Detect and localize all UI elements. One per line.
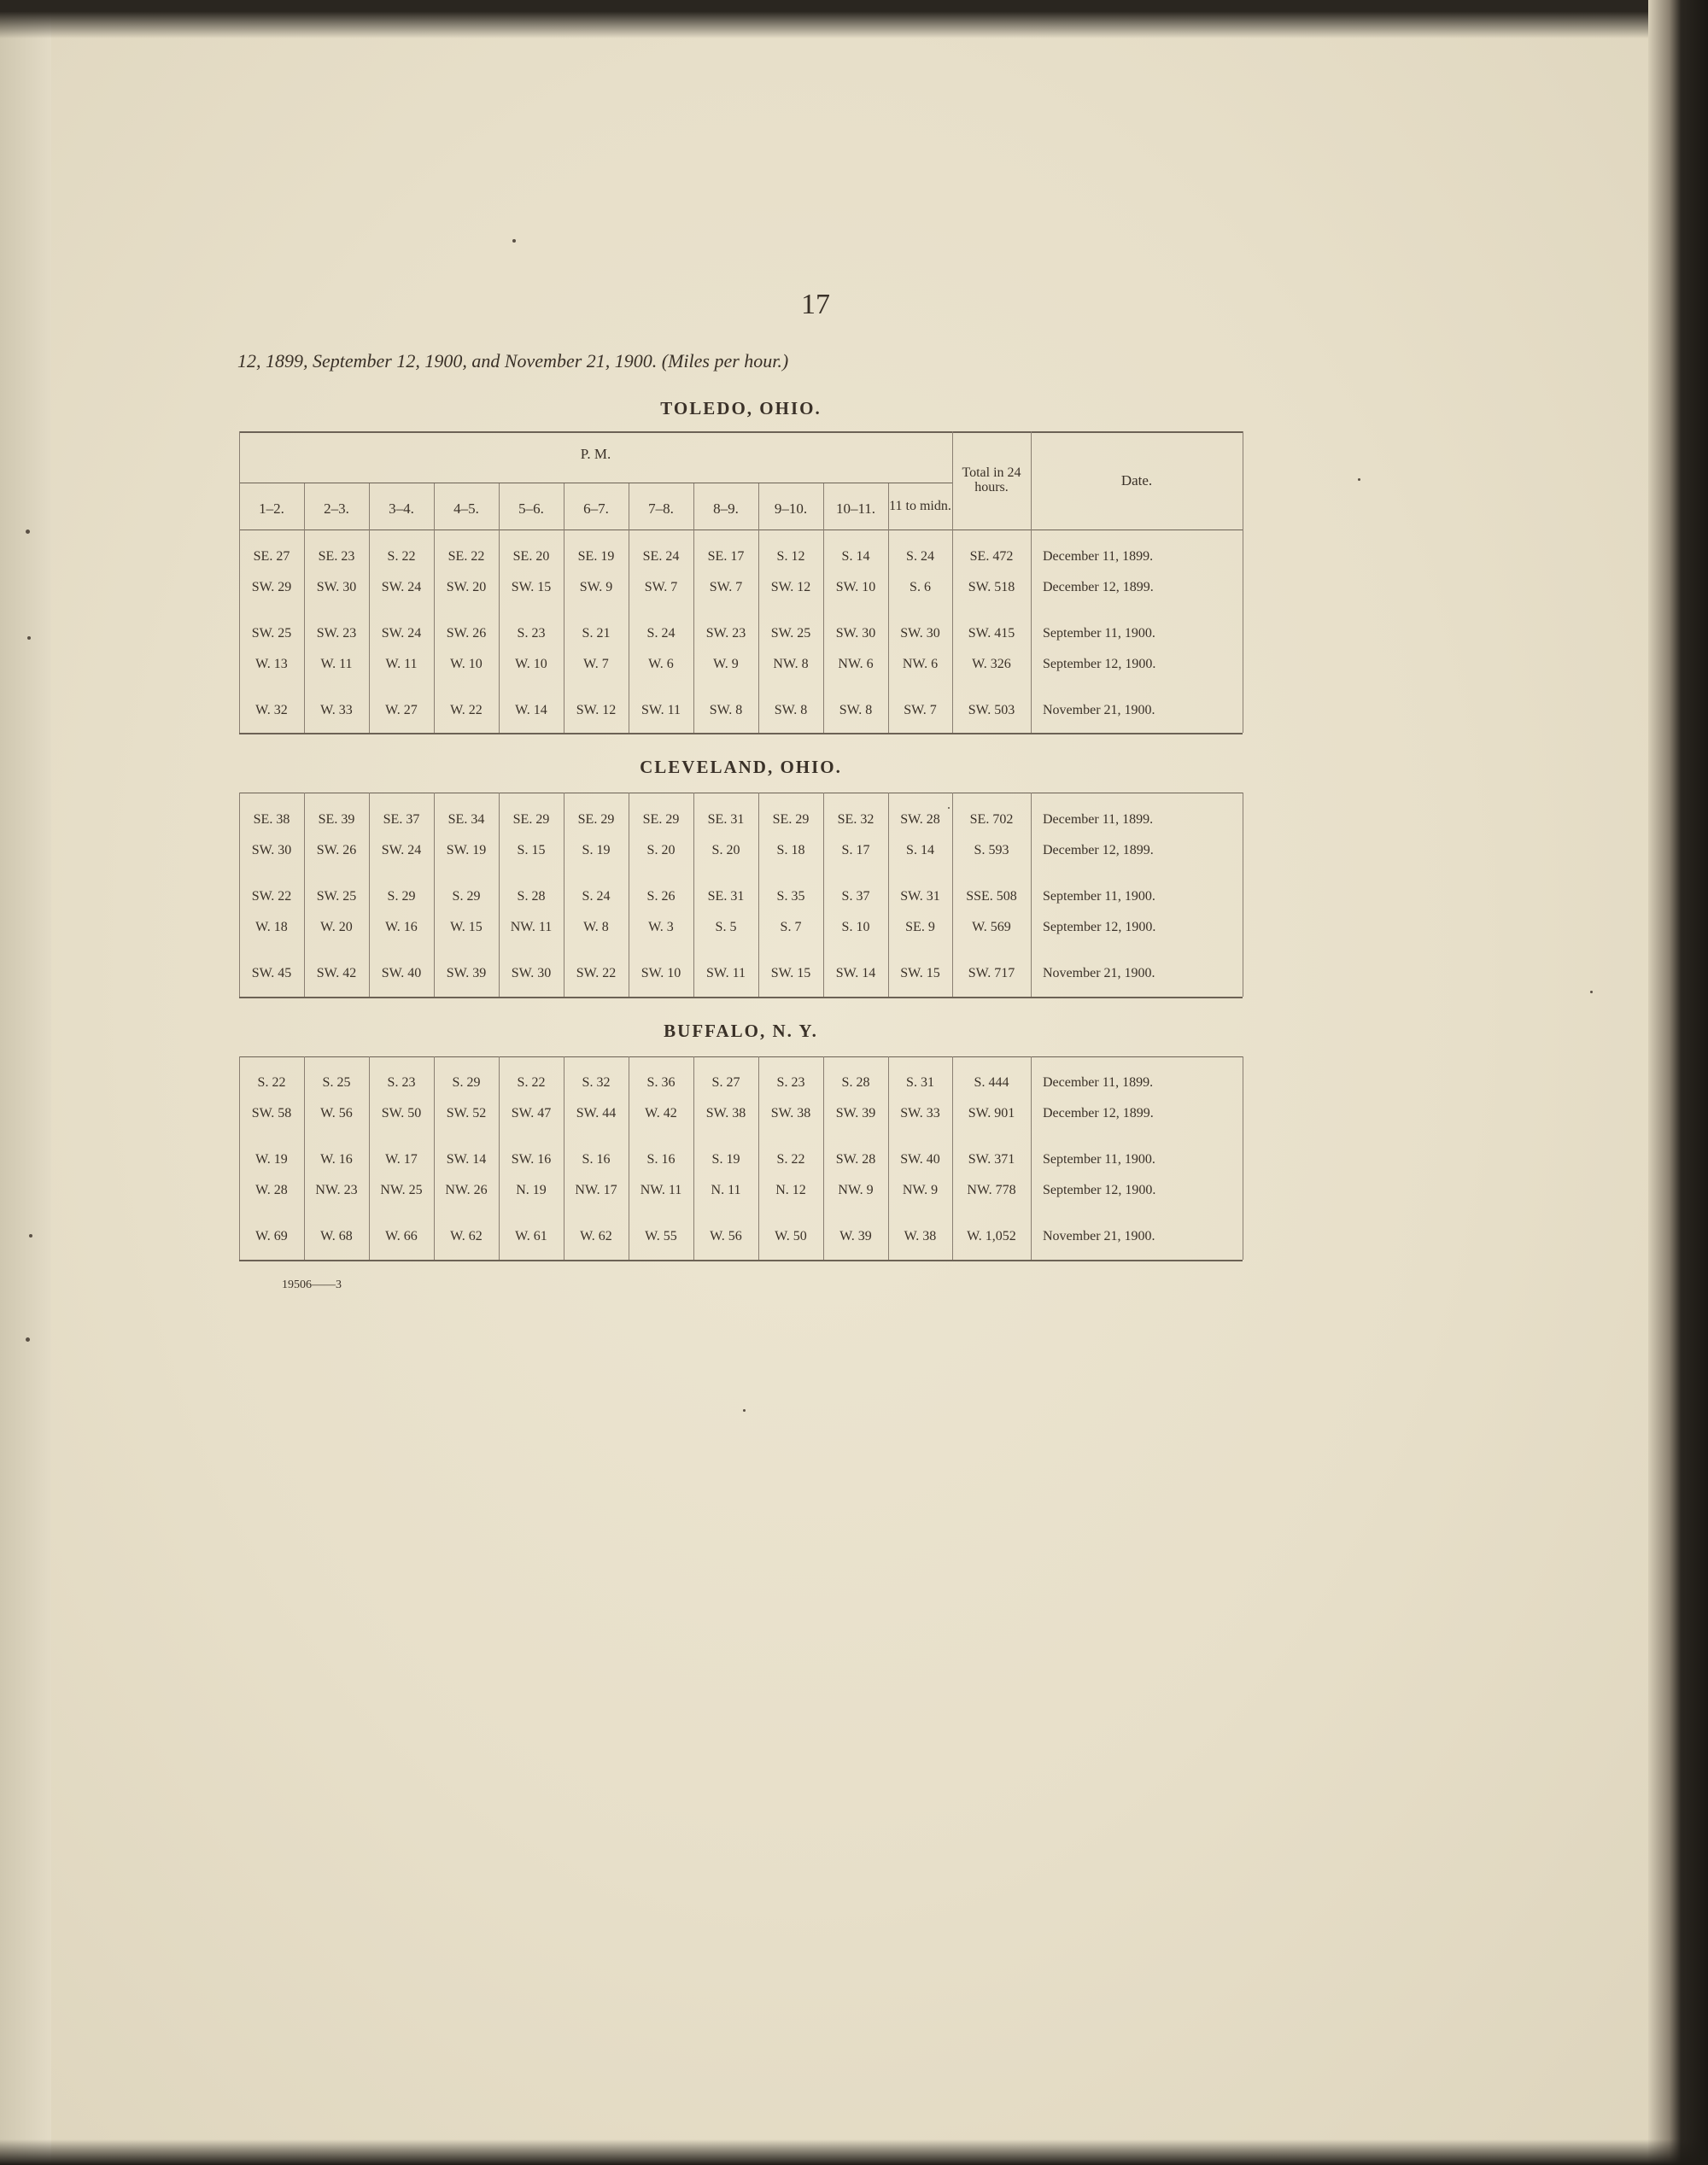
- table-cell: SW. 44: [576, 1106, 617, 1121]
- top-shadow: [0, 0, 1670, 38]
- date-cell: September 12, 1900.: [1043, 657, 1156, 671]
- bottom-edge: [0, 2139, 1708, 2165]
- table-cell: SW. 15: [511, 580, 552, 594]
- table-cell: S. 25: [322, 1075, 351, 1090]
- table-cell: SW. 31: [900, 889, 940, 904]
- paper-speck: [1590, 991, 1593, 993]
- table-cell: SW. 42: [316, 966, 357, 980]
- table-cell: SW. 9: [579, 580, 613, 594]
- table-cell: SE. 9: [905, 920, 935, 934]
- table-cell: S. 29: [387, 889, 416, 904]
- table-cell: W. 7: [583, 657, 609, 671]
- table-cell: S. 21: [582, 626, 611, 641]
- table-cell: SW. 22: [251, 889, 292, 904]
- table-cell: N. 19: [516, 1183, 547, 1197]
- table-cell: S. 24: [582, 889, 611, 904]
- date-cell: September 11, 1900.: [1043, 1152, 1155, 1167]
- total-cell: NW. 778: [967, 1183, 1016, 1197]
- table-cell: W. 33: [320, 703, 353, 717]
- table-cell: SW. 23: [316, 626, 357, 641]
- table-cell: NW. 23: [315, 1183, 358, 1197]
- table-cell: SW. 39: [446, 966, 487, 980]
- table-cell: S. 23: [387, 1075, 416, 1090]
- paper-speck: [743, 1409, 746, 1412]
- table-cell: SW. 45: [251, 966, 292, 980]
- table-cell: NW. 9: [838, 1183, 874, 1197]
- table-cell: W. 19: [255, 1152, 288, 1167]
- hour-column-header: 3–4.: [389, 500, 414, 517]
- paper-speck: [26, 1337, 30, 1342]
- table-cell: S. 22: [517, 1075, 546, 1090]
- section-bottom-rule: [239, 997, 1243, 998]
- hour-column-header: 1–2.: [259, 500, 284, 517]
- table-cell: W. 6: [648, 657, 674, 671]
- table-cell: SE. 23: [318, 549, 355, 564]
- table-cell: S. 22: [776, 1152, 805, 1167]
- column-divider: [888, 483, 889, 733]
- table-cell: S. 5: [715, 920, 737, 934]
- table-cell: W. 39: [839, 1229, 872, 1243]
- table-cell: SE. 27: [253, 549, 290, 564]
- table-cell: S. 19: [711, 1152, 740, 1167]
- footer-reference: 19506——3: [282, 1279, 342, 1291]
- column-divider: [823, 483, 824, 733]
- table-cell: SW. 14: [446, 1152, 487, 1167]
- paper-speck: [948, 807, 950, 809]
- table-cell: S. 27: [711, 1075, 740, 1090]
- table-cell: N. 11: [711, 1183, 741, 1197]
- total-cell: SW. 415: [968, 626, 1015, 641]
- table-cell: W. 15: [450, 920, 483, 934]
- table-cell: SW. 38: [770, 1106, 811, 1121]
- table-cell: S. 12: [776, 549, 805, 564]
- paper-speck: [27, 636, 31, 640]
- table-cell: SW. 12: [770, 580, 811, 594]
- total-cell: SW. 503: [968, 703, 1015, 717]
- table-cell: SW. 28: [835, 1152, 876, 1167]
- table-cell: S. 19: [582, 843, 611, 857]
- column-divider: [499, 483, 500, 733]
- table-cell: SE. 20: [512, 549, 550, 564]
- table-cell: S. 18: [776, 843, 805, 857]
- table-cell: SE. 38: [253, 812, 290, 827]
- table-cell: SW. 30: [251, 843, 292, 857]
- table-cell: W. 56: [710, 1229, 742, 1243]
- paper-speck: [512, 239, 516, 243]
- table-cell: SW. 30: [835, 626, 876, 641]
- table-cell: W. 55: [645, 1229, 677, 1243]
- table-cell: W. 62: [580, 1229, 612, 1243]
- table-cell: W. 11: [320, 657, 353, 671]
- table-cell: S. 14: [841, 549, 870, 564]
- page-number: 17: [801, 289, 830, 320]
- total-cell: SW. 717: [968, 966, 1015, 980]
- table-cell: SW. 47: [511, 1106, 552, 1121]
- table-cell: SW. 24: [381, 580, 422, 594]
- table-cell: W. 69: [255, 1229, 288, 1243]
- table-cell: SW. 7: [904, 703, 937, 717]
- table-cell: S. 37: [841, 889, 870, 904]
- binding-gutter: [0, 0, 51, 2165]
- table-cell: SW. 10: [640, 966, 681, 980]
- table-cell: S. 35: [776, 889, 805, 904]
- table-cell: SW. 12: [576, 703, 617, 717]
- column-divider: [758, 483, 759, 733]
- column-divider: [693, 483, 694, 733]
- table-cell: SE. 22: [447, 549, 485, 564]
- table-cell: W. 9: [713, 657, 739, 671]
- date-cell: September 11, 1900.: [1043, 889, 1155, 904]
- date-cell: December 12, 1899.: [1043, 580, 1154, 594]
- section-top-rule: [239, 1056, 1243, 1057]
- table-cell: SW. 25: [770, 626, 811, 641]
- table-cell: S. 7: [780, 920, 802, 934]
- table-cell: SW. 30: [316, 580, 357, 594]
- total-cell: SE. 702: [969, 812, 1014, 827]
- section-title-buffalo: BUFFALO, N. Y.: [664, 1021, 818, 1041]
- table-cell: SW. 23: [705, 626, 746, 641]
- date-cell: September 12, 1900.: [1043, 920, 1156, 934]
- date-cell: December 12, 1899.: [1043, 1106, 1154, 1121]
- table-cell: S. 24: [646, 626, 676, 641]
- section-bottom-rule: [239, 1260, 1243, 1261]
- table-cell: W. 27: [385, 703, 418, 717]
- table-cell: W. 8: [583, 920, 609, 934]
- table-cell: W. 42: [645, 1106, 677, 1121]
- table-cell: W. 68: [320, 1229, 353, 1243]
- table-cell: S. 23: [517, 626, 546, 641]
- section-bottom-rule: [239, 733, 1243, 734]
- table-cell: W. 38: [904, 1229, 937, 1243]
- table-cell: SW. 20: [446, 580, 487, 594]
- table-cell: S. 20: [646, 843, 676, 857]
- table-cell: NW. 26: [445, 1183, 488, 1197]
- date-cell: December 12, 1899.: [1043, 843, 1154, 857]
- table-cell: S. 16: [582, 1152, 611, 1167]
- table-cell: SW. 7: [644, 580, 678, 594]
- table-cell: S. 10: [841, 920, 870, 934]
- table-cell: SW. 24: [381, 626, 422, 641]
- table-cell: SE. 32: [837, 812, 874, 827]
- table-cell: SE. 37: [383, 812, 420, 827]
- table-cell: W. 11: [385, 657, 418, 671]
- header-pm: P. M.: [580, 446, 611, 462]
- table-cell: SW. 8: [774, 703, 808, 717]
- table-cell: W. 32: [255, 703, 288, 717]
- table-cell: SW. 58: [251, 1106, 292, 1121]
- table-cell: SW. 39: [835, 1106, 876, 1121]
- table-cell: SW. 15: [770, 966, 811, 980]
- column-divider: [304, 483, 305, 733]
- table-cell: SW. 28: [900, 812, 940, 827]
- table-cell: S. 16: [646, 1152, 676, 1167]
- table-caption: 12, 1899, September 12, 1900, and November 21, 1900. (Miles per hour.): [237, 350, 789, 372]
- total-cell: SW. 371: [968, 1152, 1015, 1167]
- table-cell: S. 6: [910, 580, 931, 594]
- table-cell: NW. 11: [640, 1183, 682, 1197]
- table-cell: SE. 39: [318, 812, 355, 827]
- table-cell: SW. 40: [900, 1152, 940, 1167]
- table-cell: SW. 29: [251, 580, 292, 594]
- table-cell: W. 10: [515, 657, 547, 671]
- table-cell: SE. 19: [577, 549, 615, 564]
- table-cell: NW. 6: [902, 657, 939, 671]
- table-cell: SE. 29: [642, 812, 680, 827]
- table-cell: SW. 16: [511, 1152, 552, 1167]
- hour-column-header: 4–5.: [453, 500, 479, 517]
- table-cell: S. 31: [906, 1075, 934, 1090]
- table-cell: S. 15: [517, 843, 546, 857]
- table-cell: W. 14: [515, 703, 547, 717]
- table-cell: S. 22: [387, 549, 416, 564]
- total-cell: SSE. 508: [966, 889, 1017, 904]
- table-cell: S. 29: [452, 889, 481, 904]
- table-cell: NW. 25: [380, 1183, 423, 1197]
- table-cell: SW. 26: [316, 843, 357, 857]
- table-cell: SW. 7: [709, 580, 743, 594]
- hour-column-header: 5–6.: [518, 500, 544, 517]
- table-cell: NW. 9: [902, 1183, 939, 1197]
- column-divider: [434, 483, 435, 733]
- table-cell: SW. 11: [706, 966, 746, 980]
- table-cell: SW. 15: [900, 966, 940, 980]
- date-cell: December 11, 1899.: [1043, 1075, 1154, 1090]
- table-cell: SW. 10: [835, 580, 876, 594]
- hour-column-header: 7–8.: [648, 500, 674, 517]
- total-cell: S. 593: [974, 843, 1009, 857]
- table-cell: W. 18: [255, 920, 288, 934]
- paper-speck: [29, 1234, 32, 1238]
- table-cell: S. 17: [841, 843, 870, 857]
- table-cell: SW. 30: [900, 626, 940, 641]
- date-cell: November 21, 1900.: [1043, 703, 1155, 717]
- table-cell: W. 17: [385, 1152, 418, 1167]
- date-cell: September 11, 1900.: [1043, 626, 1155, 641]
- table-cell: SE. 29: [577, 812, 615, 827]
- table-cell: S. 26: [646, 889, 676, 904]
- book-edge: [1648, 0, 1708, 2165]
- table-cell: W. 22: [450, 703, 483, 717]
- table-cell: W. 50: [775, 1229, 807, 1243]
- table-cell: SW. 24: [381, 843, 422, 857]
- table-cell: SE. 29: [512, 812, 550, 827]
- table-cell: SW. 30: [511, 966, 552, 980]
- table-cell: W. 20: [320, 920, 353, 934]
- hour-column-header: 10–11.: [835, 500, 876, 517]
- table-cell: W. 16: [385, 920, 418, 934]
- date-cell: December 11, 1899.: [1043, 812, 1154, 827]
- table-cell: S. 20: [711, 843, 740, 857]
- section-title-cleveland: CLEVELAND, OHIO.: [640, 757, 842, 777]
- paper-speck: [26, 530, 30, 534]
- table-cell: SW. 22: [576, 966, 617, 980]
- table-cell: SE. 34: [447, 812, 485, 827]
- table-cell: W. 13: [255, 657, 288, 671]
- table-cell: S. 24: [906, 549, 934, 564]
- date-cell: November 21, 1900.: [1043, 1229, 1155, 1243]
- total-cell: W. 1,052: [967, 1229, 1016, 1243]
- table-cell: SE. 17: [707, 549, 745, 564]
- table-cell: SW. 8: [709, 703, 743, 717]
- hour-column-header: 2–3.: [324, 500, 349, 517]
- table-cell: SW. 8: [839, 703, 873, 717]
- table-cell: SW. 25: [316, 889, 357, 904]
- table-cell: N. 12: [775, 1183, 806, 1197]
- date-cell: December 11, 1899.: [1043, 549, 1154, 564]
- hour-column-header: 8–9.: [713, 500, 739, 517]
- table-cell: W. 66: [385, 1229, 418, 1243]
- table-cell: NW. 11: [510, 920, 553, 934]
- table-cell: NW. 17: [575, 1183, 617, 1197]
- table-cell: W. 56: [320, 1106, 353, 1121]
- table-cell: SW. 50: [381, 1106, 422, 1121]
- table-cell: SW. 26: [446, 626, 487, 641]
- table-cell: W. 62: [450, 1229, 483, 1243]
- table-cell: SE. 31: [707, 812, 745, 827]
- paper-speck: [1358, 478, 1360, 481]
- table-cell: S. 32: [582, 1075, 611, 1090]
- table-cell: SW. 33: [900, 1106, 940, 1121]
- table-cell: SW. 14: [835, 966, 876, 980]
- table-top-rule: [239, 431, 1243, 433]
- table-cell: NW. 6: [838, 657, 874, 671]
- total-cell: SW. 901: [968, 1106, 1015, 1121]
- table-cell: S. 29: [452, 1075, 481, 1090]
- table-cell: NW. 8: [773, 657, 809, 671]
- table-cell: S. 23: [776, 1075, 805, 1090]
- table-cell: S. 36: [646, 1075, 676, 1090]
- total-cell: SE. 472: [969, 549, 1014, 564]
- column-divider: [369, 483, 370, 733]
- table-cell: W. 16: [320, 1152, 353, 1167]
- table-cell: S. 22: [257, 1075, 286, 1090]
- table-cell: W. 10: [450, 657, 483, 671]
- total-cell: W. 569: [972, 920, 1011, 934]
- table-cell: SW. 38: [705, 1106, 746, 1121]
- hour-column-header: 6–7.: [583, 500, 609, 517]
- table-cell: S. 14: [906, 843, 934, 857]
- hour-column-header: 11 to midn.: [889, 498, 951, 513]
- total-cell: SW. 518: [968, 580, 1015, 594]
- header-total: Total in 24 hours.: [962, 465, 1021, 494]
- total-cell: S. 444: [974, 1075, 1009, 1090]
- hour-column-header: 9–10.: [774, 500, 808, 517]
- table-cell: SE. 31: [707, 889, 745, 904]
- table-cell: W. 28: [255, 1183, 288, 1197]
- table-cell: S. 28: [517, 889, 546, 904]
- section-title-toledo: TOLEDO, OHIO.: [660, 398, 822, 418]
- table-cell: W. 61: [515, 1229, 547, 1243]
- table-cell: SW. 19: [446, 843, 487, 857]
- table-cell: SE. 24: [642, 549, 680, 564]
- table-cell: S. 28: [841, 1075, 870, 1090]
- table-cell: SE. 29: [772, 812, 810, 827]
- table-cell: SW. 25: [251, 626, 292, 641]
- date-cell: November 21, 1900.: [1043, 966, 1155, 980]
- total-cell: W. 326: [972, 657, 1011, 671]
- table-cell: W. 3: [648, 920, 674, 934]
- table-cell: SW. 11: [641, 703, 681, 717]
- table-cell: SW. 52: [446, 1106, 487, 1121]
- date-cell: September 12, 1900.: [1043, 1183, 1156, 1197]
- header-date: Date.: [1120, 472, 1153, 489]
- table-cell: SW. 40: [381, 966, 422, 980]
